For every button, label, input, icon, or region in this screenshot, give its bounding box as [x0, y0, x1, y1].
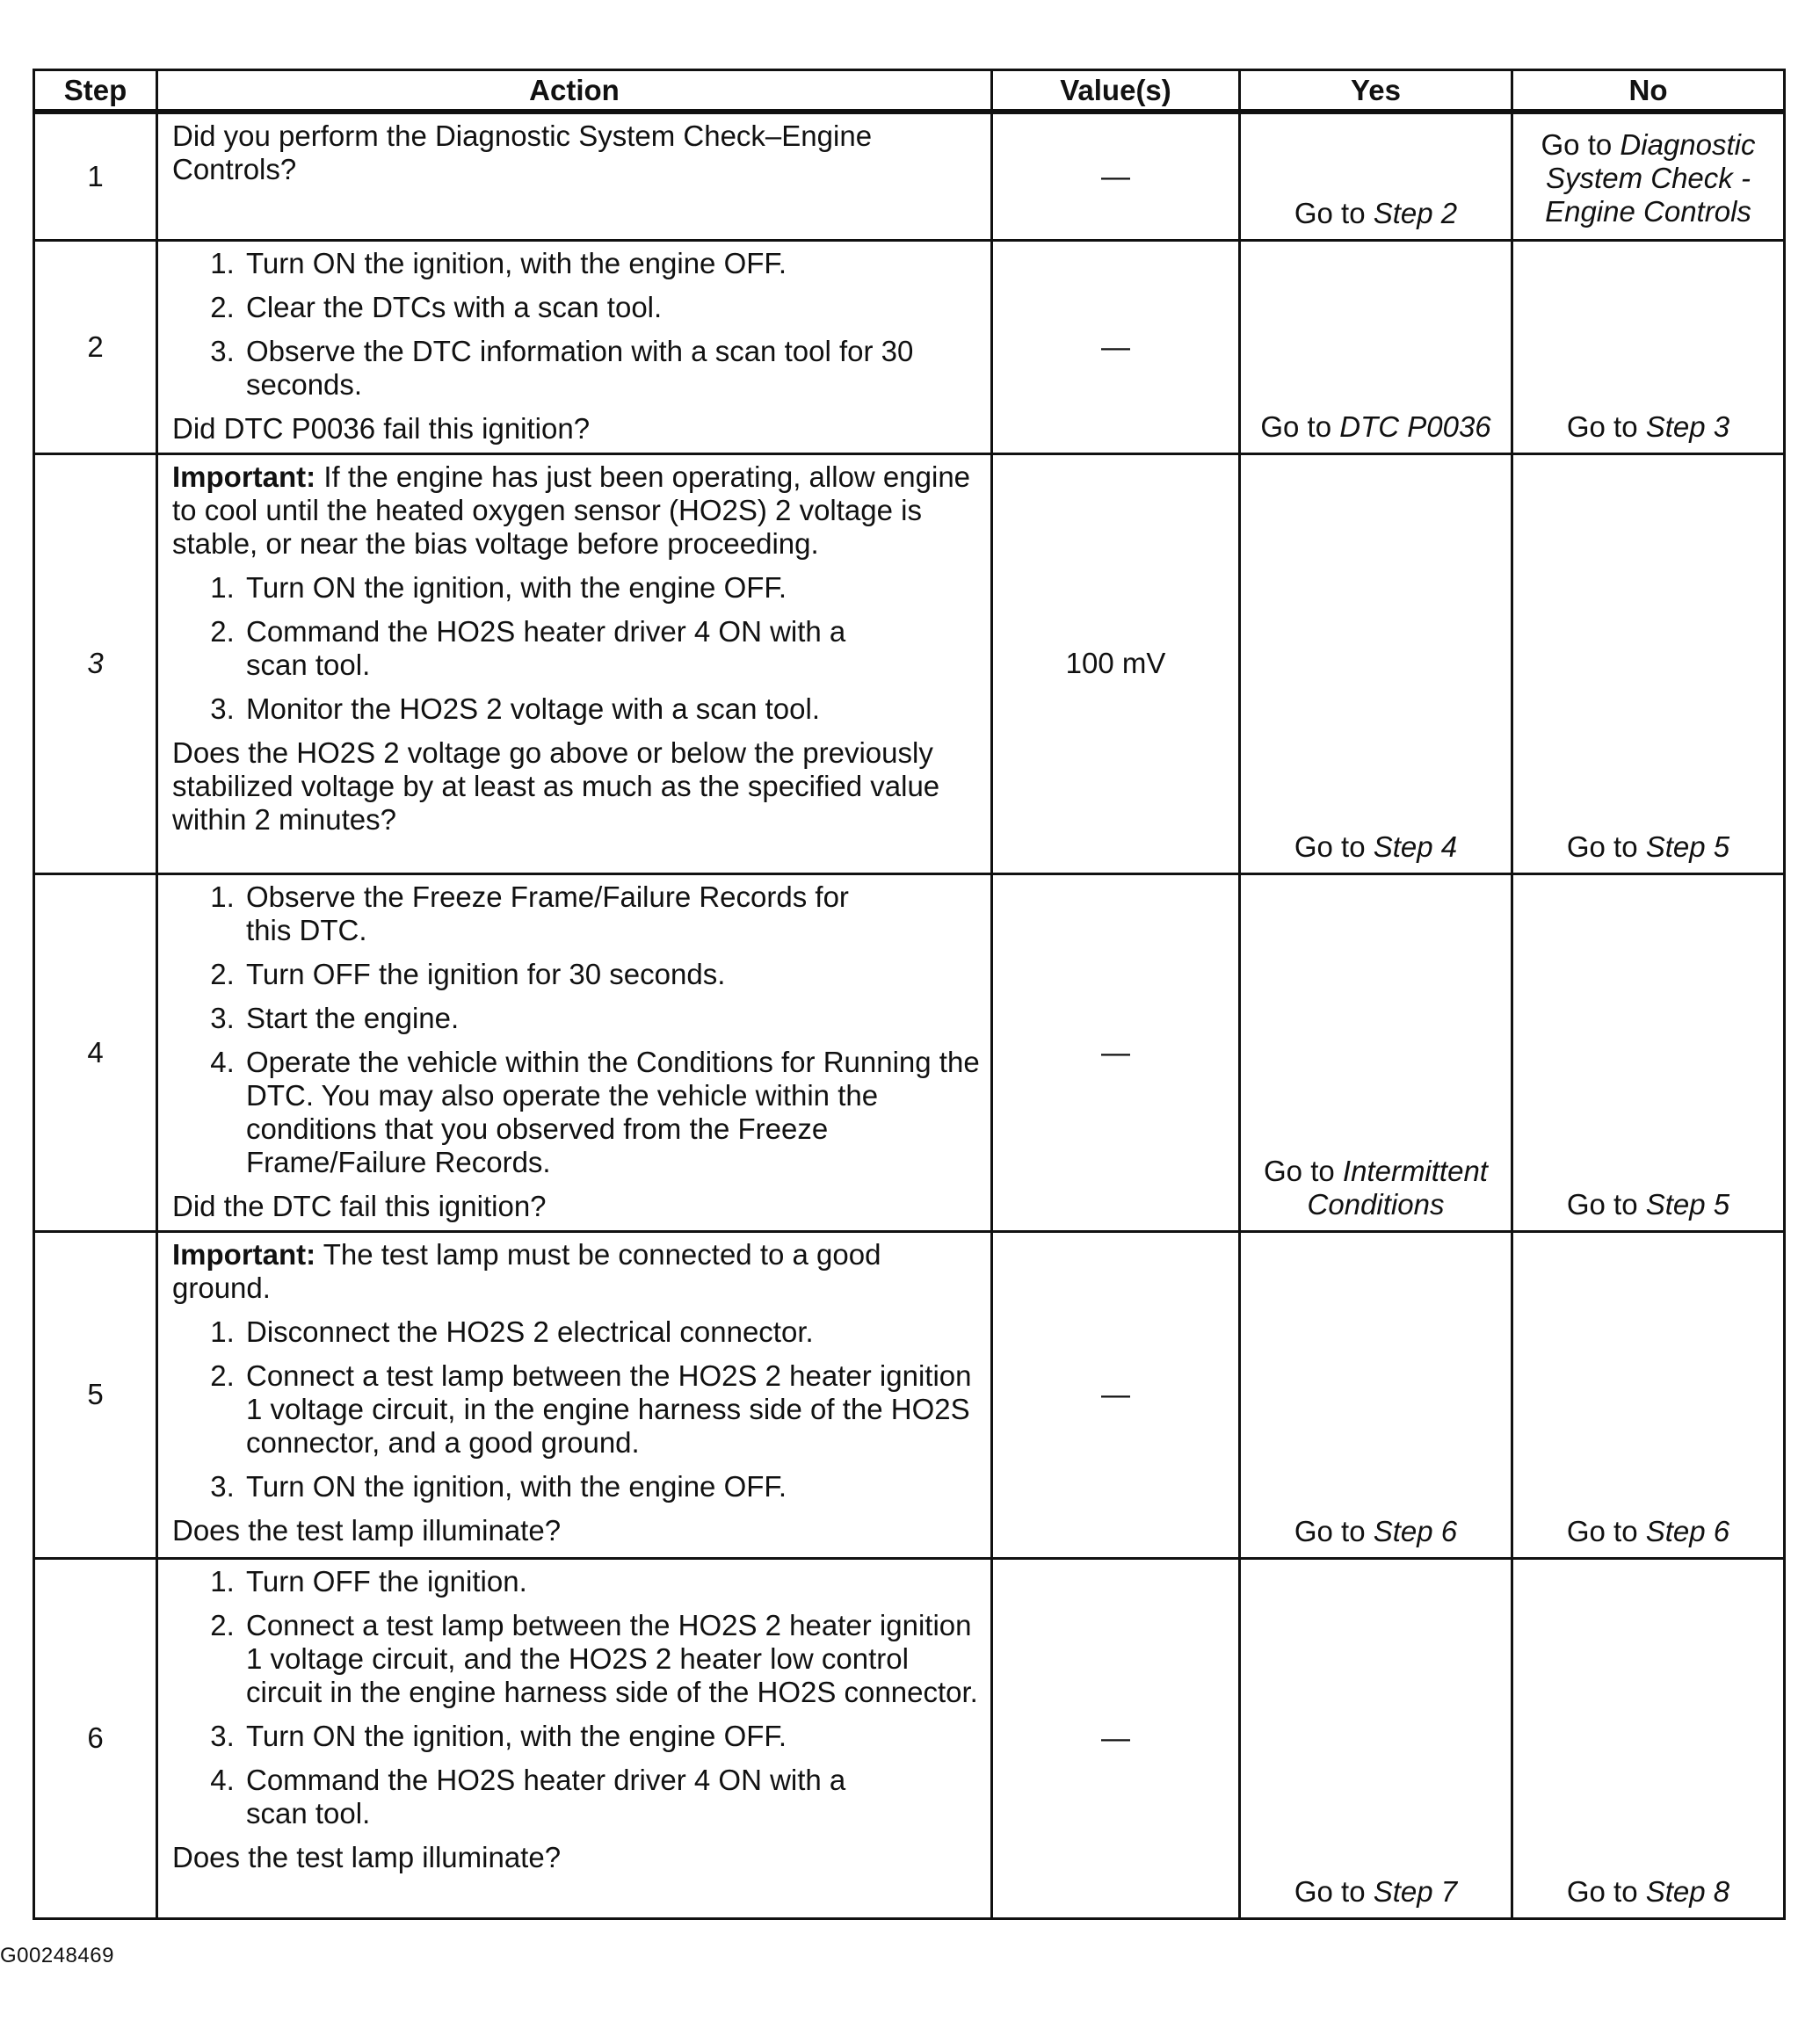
- action-cell: [157, 240, 992, 453]
- no-link[interactable]: Step 3: [1645, 409, 1730, 443]
- yes-cell: [1240, 112, 1512, 240]
- header-step: Step: [34, 70, 157, 112]
- yes-link[interactable]: Step 4: [1373, 830, 1458, 863]
- table-row: [34, 1231, 1785, 1558]
- action-steps: [172, 880, 982, 1179]
- action-cell: [157, 873, 992, 1231]
- yes-link[interactable]: Step 6: [1373, 1514, 1458, 1547]
- no-cell: [1512, 873, 1785, 1231]
- value-cell: —: [992, 1558, 1240, 1918]
- no-prefix: Go to: [1566, 1187, 1646, 1221]
- yes-link[interactable]: Step 2: [1373, 196, 1458, 229]
- yes-link[interactable]: DTC P0036: [1339, 409, 1491, 443]
- no-link[interactable]: Step 8: [1645, 1874, 1730, 1908]
- action-step-item: 2. Connect a test lamp between the HO2S 2 heater ignition 1 voltage circuit, and the HO2S 2 heater low control circuit in the engine harness side of the HO2S connector.: [243, 1609, 982, 1709]
- action-step-item: 1. Turn ON the ignition, with the engine OFF.: [243, 571, 982, 605]
- important-label: Important:: [172, 1237, 316, 1271]
- yes-prefix: Go to: [1294, 830, 1374, 863]
- no-prefix: Go to: [1541, 128, 1621, 161]
- important-label: Important:: [172, 460, 316, 493]
- table-row: [34, 1558, 1785, 1918]
- action-step-item: 2. Clear the DTCs with a scan tool.: [243, 291, 982, 324]
- no-prefix: Go to: [1566, 830, 1646, 863]
- no-link[interactable]: Step 6: [1645, 1514, 1730, 1547]
- no-prefix: Go to: [1566, 1874, 1646, 1908]
- header-action: Action: [157, 70, 992, 112]
- step-number: [34, 453, 157, 873]
- important-text: The test lamp must be connected to a good ground.: [172, 1237, 881, 1304]
- action-step-item: 3. Turn ON the ignition, with the engine OFF.: [243, 1720, 982, 1753]
- action-step-item: 3. Monitor the HO2S 2 voltage with a scan tool.: [243, 692, 982, 726]
- action-step-item: 1. Turn ON the ignition, with the engine OFF.: [243, 247, 982, 280]
- no-cell: [1512, 1558, 1785, 1918]
- value-cell: —: [992, 873, 1240, 1231]
- action-steps: [172, 247, 982, 402]
- table-row: [34, 112, 1785, 240]
- table-header-row: [34, 70, 1785, 112]
- no-cell: [1512, 453, 1785, 873]
- step-number: 6: [34, 1558, 157, 1918]
- no-cell: [1512, 1231, 1785, 1558]
- action-step-item: 2. Command the HO2S heater driver 4 ON with a scan tool.: [243, 615, 982, 682]
- action-step-item: 1. Disconnect the HO2S 2 electrical connector.: [243, 1315, 982, 1349]
- action-step-item: 4. Operate the vehicle within the Conditions for Running the DTC. You may also operate the vehicle within the conditions that you observed from the Freeze Frame/Failure Records.: [243, 1046, 982, 1179]
- no-link[interactable]: Step 5: [1645, 830, 1730, 863]
- value-cell: —: [992, 112, 1240, 240]
- action-step-item: 3. Turn ON the ignition, with the engine OFF.: [243, 1470, 982, 1503]
- no-cell: [1512, 240, 1785, 453]
- important-note: [172, 1238, 982, 1305]
- step-question: Does the HO2S 2 voltage go above or below the previously stabilized voltage by at least as much as the specified value within 2 minutes?: [172, 735, 940, 836]
- action-steps: [172, 1565, 982, 1830]
- no-prefix: Go to: [1566, 1514, 1646, 1547]
- yes-cell: [1240, 1558, 1512, 1918]
- step-question: Does the test lamp illuminate?: [172, 1513, 562, 1547]
- yes-cell: [1240, 1231, 1512, 1558]
- action-cell: [157, 1231, 992, 1558]
- table-row: [34, 873, 1785, 1231]
- action-step-item: 2. Turn OFF the ignition for 30 seconds.: [243, 958, 982, 991]
- step-question: Did the DTC fail this ignition?: [172, 1189, 547, 1222]
- table-row: [34, 240, 1785, 453]
- yes-link[interactable]: Step 7: [1373, 1874, 1458, 1908]
- step-number: 1: [34, 112, 157, 240]
- step-question: Did you perform the Diagnostic System Check–Engine Controls?: [172, 120, 873, 185]
- yes-prefix: Go to: [1294, 196, 1374, 229]
- important-text: If the engine has just been operating, allow engine to cool until the heated oxygen sensor (HO2S) 2 voltage is stable, or near the bias voltage before proceeding.: [172, 460, 971, 560]
- header-no: No: [1512, 70, 1785, 112]
- no-prefix: Go to: [1566, 409, 1646, 443]
- yes-prefix: Go to: [1294, 1874, 1374, 1908]
- action-step-item: 3. Observe the DTC information with a scan tool for 30 seconds.: [243, 335, 982, 402]
- step-number: 4: [34, 873, 157, 1231]
- diagnostic-table: [33, 69, 1786, 1920]
- no-link[interactable]: Step 5: [1645, 1187, 1730, 1221]
- yes-prefix: Go to: [1264, 1154, 1343, 1187]
- action-step-item: 1. Turn OFF the ignition.: [243, 1565, 982, 1598]
- value-cell: —: [992, 1231, 1240, 1558]
- header-yes: Yes: [1240, 70, 1512, 112]
- value-cell: —: [992, 240, 1240, 453]
- step-question: Does the test lamp illuminate?: [172, 1840, 562, 1873]
- table-row: [34, 453, 1785, 873]
- action-step-item: 1. Observe the Freeze Frame/Failure Records for this DTC.: [243, 880, 982, 947]
- action-step-item: 2. Connect a test lamp between the HO2S 2 heater ignition 1 voltage circuit, in the engine harness side of the HO2S connector, and a good ground.: [243, 1359, 982, 1460]
- important-note: [172, 460, 982, 561]
- no-cell: [1512, 112, 1785, 240]
- step-question: Did DTC P0036 fail this ignition?: [172, 411, 591, 445]
- yes-prefix: Go to: [1260, 409, 1340, 443]
- action-cell: [157, 453, 992, 873]
- header-values: Value(s): [992, 70, 1240, 112]
- action-step-item: 3. Start the engine.: [243, 1002, 982, 1035]
- action-cell: [157, 1558, 992, 1918]
- yes-cell: [1240, 453, 1512, 873]
- step-number-text: 3: [87, 647, 104, 679]
- yes-link[interactable]: Intermittent Conditions: [1307, 1154, 1488, 1221]
- action-step-item: 4. Command the HO2S heater driver 4 ON with a scan tool.: [243, 1764, 982, 1830]
- no-link[interactable]: Diagnostic System Check - Engine Controls: [1545, 128, 1756, 228]
- step-number: 2: [34, 240, 157, 453]
- figure-id: G00248469: [0, 1944, 114, 1967]
- step-number: 5: [34, 1231, 157, 1558]
- action-steps: [172, 1315, 982, 1503]
- yes-cell: [1240, 873, 1512, 1231]
- yes-prefix: Go to: [1294, 1514, 1374, 1547]
- yes-cell: [1240, 240, 1512, 453]
- value-cell: 100 mV: [992, 453, 1240, 873]
- action-steps: [172, 571, 982, 726]
- action-cell: [157, 112, 992, 240]
